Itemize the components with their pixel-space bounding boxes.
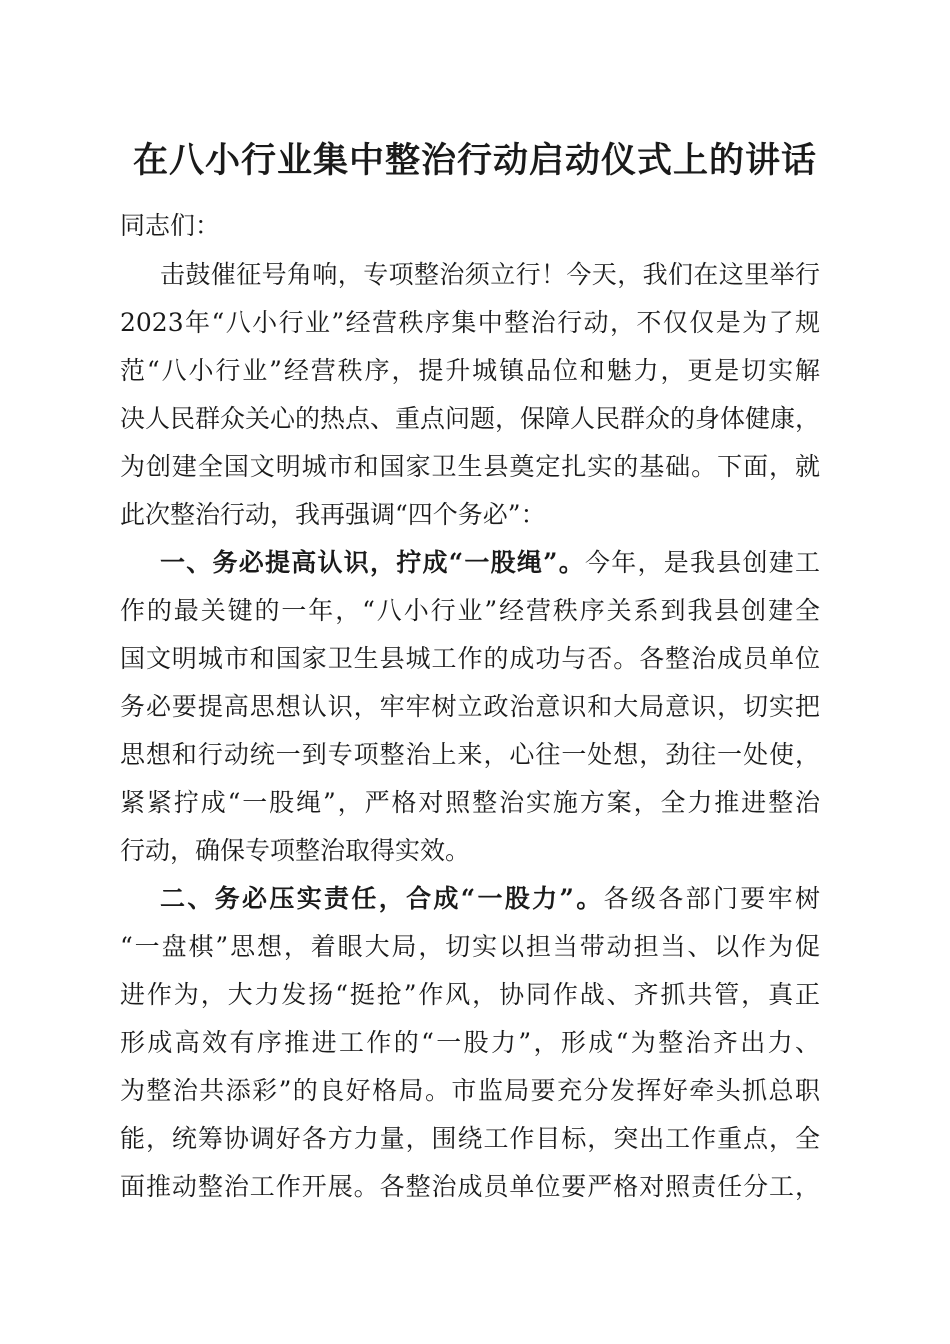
- section-1-heading: 一、务必提高认识，拧成“一股绳”。: [160, 548, 585, 577]
- paragraph-line: 作的最关键的一年，“八小行业”经营秩序关系到我县创建全: [120, 596, 820, 625]
- section-2-heading: 二、务必压实责任，合成“一股力”。: [160, 884, 604, 913]
- paragraph-line: 形成高效有序推进工作的“一股力”，形成“为整治齐出力、: [120, 1028, 820, 1057]
- paragraph-line: 为创建全国文明城市和国家卫生县奠定扎实的基础。下面，就: [120, 452, 820, 481]
- paragraph-line: 此次整治行动，我再强调“四个务必”：: [120, 500, 546, 529]
- salutation: 同志们：: [120, 211, 221, 240]
- paragraph-line: 能，统筹协调好各方力量，围绕工作目标，突出工作重点，全: [120, 1124, 820, 1153]
- paragraph-line: 击鼓催征号角响，专项整治须立行！今天，我们在这里举行: [160, 260, 820, 289]
- section-1-lead-text: 今年，是我县创建工: [585, 548, 820, 577]
- paragraph-line: 国文明城市和国家卫生县城工作的成功与否。各整治成员单位: [120, 644, 820, 673]
- paragraph-line: “一盘棋”思想，着眼大局，切实以担当带动担当、以作为促: [120, 932, 820, 961]
- paragraph-line: 范“八小行业”经营秩序，提升城镇品位和魅力，更是切实解: [120, 356, 820, 385]
- paragraph-line: 务必要提高思想认识，牢牢树立政治意识和大局意识，切实把: [120, 692, 820, 721]
- paragraph-line: 进作为，大力发扬“挺抢”作风，协同作战、齐抓共管，真正: [120, 980, 820, 1009]
- paragraph-line: 面推动整治工作开展。各整治成员单位要严格对照责任分工，: [120, 1172, 820, 1201]
- paragraph-line: 行动，确保专项整治取得实效。: [120, 836, 471, 865]
- paragraph-line: 决人民群众关心的热点、重点问题，保障人民群众的身体健康，: [120, 404, 820, 433]
- section-2-first-line: [160, 880, 820, 918]
- paragraph-line: 紧紧拧成“一股绳”，严格对照整治实施方案，全力推进整治: [120, 788, 820, 817]
- page-title: 在八小行业集中整治行动启动仪式上的讲话: [132, 140, 817, 181]
- section-1-first-line: [160, 544, 820, 582]
- paragraph-line: 思想和行动统一到专项整治上来，心往一处想，劲往一处使，: [120, 740, 820, 769]
- paragraph-line: 为整治共添彩”的良好格局。市监局要充分发挥好牵头抓总职: [120, 1076, 820, 1105]
- paragraph-line: 2023年“八小行业”经营秩序集中整治行动，不仅仅是为了规: [120, 308, 820, 337]
- section-2-lead-text: 各级各部门要牢树: [603, 884, 820, 913]
